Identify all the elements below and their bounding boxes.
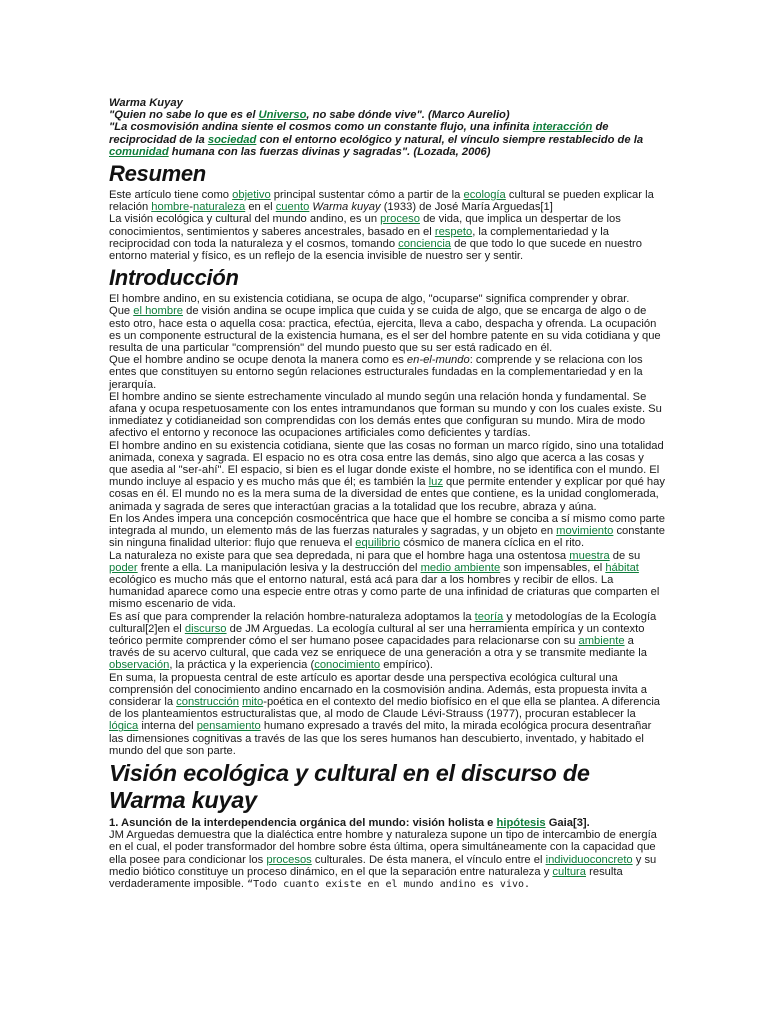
epigraph-title: Warma Kuyay bbox=[109, 97, 183, 109]
link-medio-ambiente[interactable]: medio ambiente bbox=[420, 561, 501, 574]
link-equilibrio[interactable]: equilibrio bbox=[355, 537, 401, 550]
link-hipotesis[interactable]: hipótesis bbox=[496, 816, 546, 829]
link-habitat[interactable]: hábitat bbox=[605, 561, 639, 574]
link-el-hombre[interactable]: el hombre bbox=[133, 305, 184, 318]
link-interaccion[interactable]: interacción bbox=[532, 121, 593, 134]
link-universo[interactable]: Universo bbox=[258, 109, 307, 122]
intro-paragraph-5: El hombre andino en su existencia cotidiana, siente que las cosas no forman un marco rígido, sino una totalidad animada, conexa y sagrada. El espacio no es otra cosa entre las demás, sino algo que acerca a las cosas y que asedia al "ser-ahí". El espacio, si bien es el lugar donde existe el hombre, no se identifica con el mundo. El mundo incluye al espacio y es mucho más que él; es también la luz que permite entender y explicar por qué hay cosas en él. El mundo no es la mera suma de la diversidad de entes que contiene, es la unidad conglomerada, animada y sagrada de seres que interactúan gracias a la totalidad que los recubre, abraza y aúna. bbox=[109, 439, 665, 513]
link-poder[interactable]: poder bbox=[109, 561, 138, 574]
heading-introduccion: Introducción bbox=[109, 265, 239, 291]
resumen-paragraph-2: La visión ecológica y cultural del mundo andino, es un proceso de vida, que implica un despertar de los conocimientos, sentimientos y saberes ancestrales, basado en el respeto, la complementariedad y la reciprocidad con toda la naturaleza y el cosmos, tomando conciencia de que todo lo que sucede en nuestro entorno material y físico, es un reflejo de la esencia invisible de nuestro ser y sentir. bbox=[109, 213, 643, 263]
link-observacion[interactable]: observación bbox=[109, 659, 170, 672]
link-movimiento[interactable]: movimiento bbox=[556, 525, 614, 538]
link-individuoconcreto[interactable]: individuoconcreto bbox=[545, 853, 633, 866]
link-teoria[interactable]: teoría bbox=[474, 610, 504, 623]
intro-paragraph-7: La naturaleza no existe para que sea depredada, ni para que el hombre haga una ostentosa muestra de su poder frente a ella. La manipulación lesiva y la destrucción del medio ambiente son impensables, el hábitat ecológico es mucho más que el entorno natural, está acá para dar a los hombres y recibir de ellos. La humanidad aparece como una especie entre otras y como parte de una infinidad de criaturas que comparten el mismo escenario de vida. bbox=[109, 549, 660, 611]
intro-paragraph-3: Que el hombre andino se ocupe denota la manera como es en-el-mundo: comprende y se relaciona con los entes que constituyen su entorno según relaciones estructurales fundadas en la complementariedad y en la jerarquía. bbox=[109, 354, 643, 391]
link-discurso[interactable]: discurso bbox=[184, 622, 227, 635]
link-cuento[interactable]: cuento bbox=[275, 201, 310, 214]
link-hombre[interactable]: hombre bbox=[151, 201, 190, 214]
intro-paragraph-1: El hombre andino, en su existencia cotidiana, se ocupa de algo, "ocuparse" significa comprender y obrar. bbox=[109, 293, 630, 306]
link-pensamiento[interactable]: pensamiento bbox=[196, 720, 261, 733]
link-cultura[interactable]: cultura bbox=[552, 865, 587, 878]
link-logica[interactable]: lógica bbox=[109, 720, 139, 733]
epigraph-quote-2: "La cosmovisión andina siente el cosmos como un constante flujo, una infinita interacción de reciprocidad de la sociedad con el entorno ecológico y natural, el vínculo siempre restablecido de la comunidad humana con las fuerzas divinas y sagradas". (Lozada, 2006) bbox=[109, 121, 644, 158]
link-comunidad[interactable]: comunidad bbox=[109, 145, 169, 158]
vision-subheading: 1. Asunción de la interdependencia orgánica del mundo: visión holista e hipótesis Gaia[3]. bbox=[109, 816, 590, 829]
intro-paragraph-4: El hombre andino se siente estrechamente vinculado al mundo según una relación honda y fundamental. Se afana y ocupa respetuosamente con los entes intramundanos que forman su mundo y con los cuales existe. Su inmediatez y cotidianeidad son comprendidas con los demás entes que configuran su mundo. Mira de modo afectivo el entorno y reconoce las ocupaciones artificiales como deficientes y tardías. bbox=[109, 390, 662, 440]
link-ambiente[interactable]: ambiente bbox=[578, 634, 625, 647]
intro-paragraph-9: En suma, la propuesta central de este artículo es aportar desde una perspectiva ecológica cultural una comprensión del conocimiento andino encarnado en la cosmovisión andina. Además, esta propuesta invita a considerar la construcción mito-poética en el contexto del medio biofísico en el que ella se plantea. A diferencia de los planteamientos estructuralistas que, al modo de Claude Lévi-Strauss (1977), procuran establecer la lógica interna del pensamiento humano expresado a través del mito, la mirada ecológica procura desentrañar las dimensiones cognitivas a través de las que los seres humanos han descubierto, inventado, y habitado el mundo del que son parte. bbox=[109, 671, 661, 757]
intro-paragraph-2: Que el hombre de visión andina se ocupe implica que cuida y se cuida de algo, que se encarga de algo o de esto otro, hace esta o aquella cosa: practica, efectúa, ejercita, lleva a cabo, despacha y ofrenda. La ocupación es un componente estructural de la existencia humana, es el ser del hombre patente en su vida cotidiana y que resulta de una particular "comprensión" del mundo puesto que su ser está radicado en él. bbox=[109, 305, 661, 355]
link-construccion[interactable]: construcción bbox=[176, 695, 239, 708]
heading-vision: Visión ecológica y cultural en el discurso de Warma kuyay bbox=[109, 759, 590, 813]
vision-paragraph-1: JM Arguedas demuestra que la dialéctica entre hombre y naturaleza supone un tipo de intercambio de energía en el cual, el poder transformador del hombre sobre ésta última, opera simultáneamente con la capacidad que ella posee para condicionar los procesos culturales. De ésta manera, el vínculo entre el individuoconcreto y su medio biótico constituye un proceso dinámico, en el que la separación entre naturaleza y cultura resulta verdaderamente imposible. “Todo cuanto existe en el mundo andino es vivo. bbox=[109, 829, 657, 890]
link-sociedad[interactable]: sociedad bbox=[207, 133, 257, 146]
link-mito[interactable]: mito bbox=[242, 695, 264, 708]
article-body bbox=[109, 97, 665, 891]
heading-resumen: Resumen bbox=[109, 161, 206, 187]
link-respeto[interactable]: respeto bbox=[434, 225, 473, 238]
intro-paragraph-8: Es así que para comprender la relación hombre-naturaleza adoptamos la teoría y metodologías de la Ecología cultural[2]en el discurso de JM Arguedas. La ecología cultural al ser una herramienta empírica y un contexto teórico permite comprender cómo el ser humano posee capacidades para relacionarse con su ambiente a través de su acervo cultural, que cada vez se enriquece de una generación a otra y se transmite mediante la observación, la práctica y la experiencia (conocimiento empírico). bbox=[109, 610, 657, 672]
link-naturaleza[interactable]: naturaleza bbox=[192, 201, 246, 214]
link-luz[interactable]: luz bbox=[428, 476, 443, 489]
link-objetivo[interactable]: objetivo bbox=[232, 189, 271, 202]
link-procesos[interactable]: procesos bbox=[266, 853, 312, 866]
resumen-paragraph-1: Este artículo tiene como objetivo principal sustentar cómo a partir de la ecología cultural se pueden explicar la relación hombre-naturaleza en el cuento Warma kuyay (1933) de José María Arguedas[1] bbox=[109, 189, 654, 214]
link-conciencia[interactable]: conciencia bbox=[398, 237, 452, 250]
epigraph-quote-1: "Quien no sabe lo que es el Universo, no sabe dónde vive". (Marco Aurelio) bbox=[109, 109, 510, 122]
link-ecologia[interactable]: ecología bbox=[463, 189, 506, 202]
link-muestra[interactable]: muestra bbox=[569, 549, 610, 562]
link-conocimiento[interactable]: conocimiento bbox=[314, 659, 381, 672]
intro-paragraph-6: En los Andes impera una concepción cosmocéntrica que hace que el hombre se conciba a sí mismo como parte integrada al mundo, un elemento más de las fuerzas naturales y sagradas, y un objeto en movimiento constante sin ninguna finalidad ulterior: flujo que renueva el equilibrio cósmico de manera cíclica en el rito. bbox=[109, 512, 665, 550]
link-proceso[interactable]: proceso bbox=[380, 213, 420, 226]
